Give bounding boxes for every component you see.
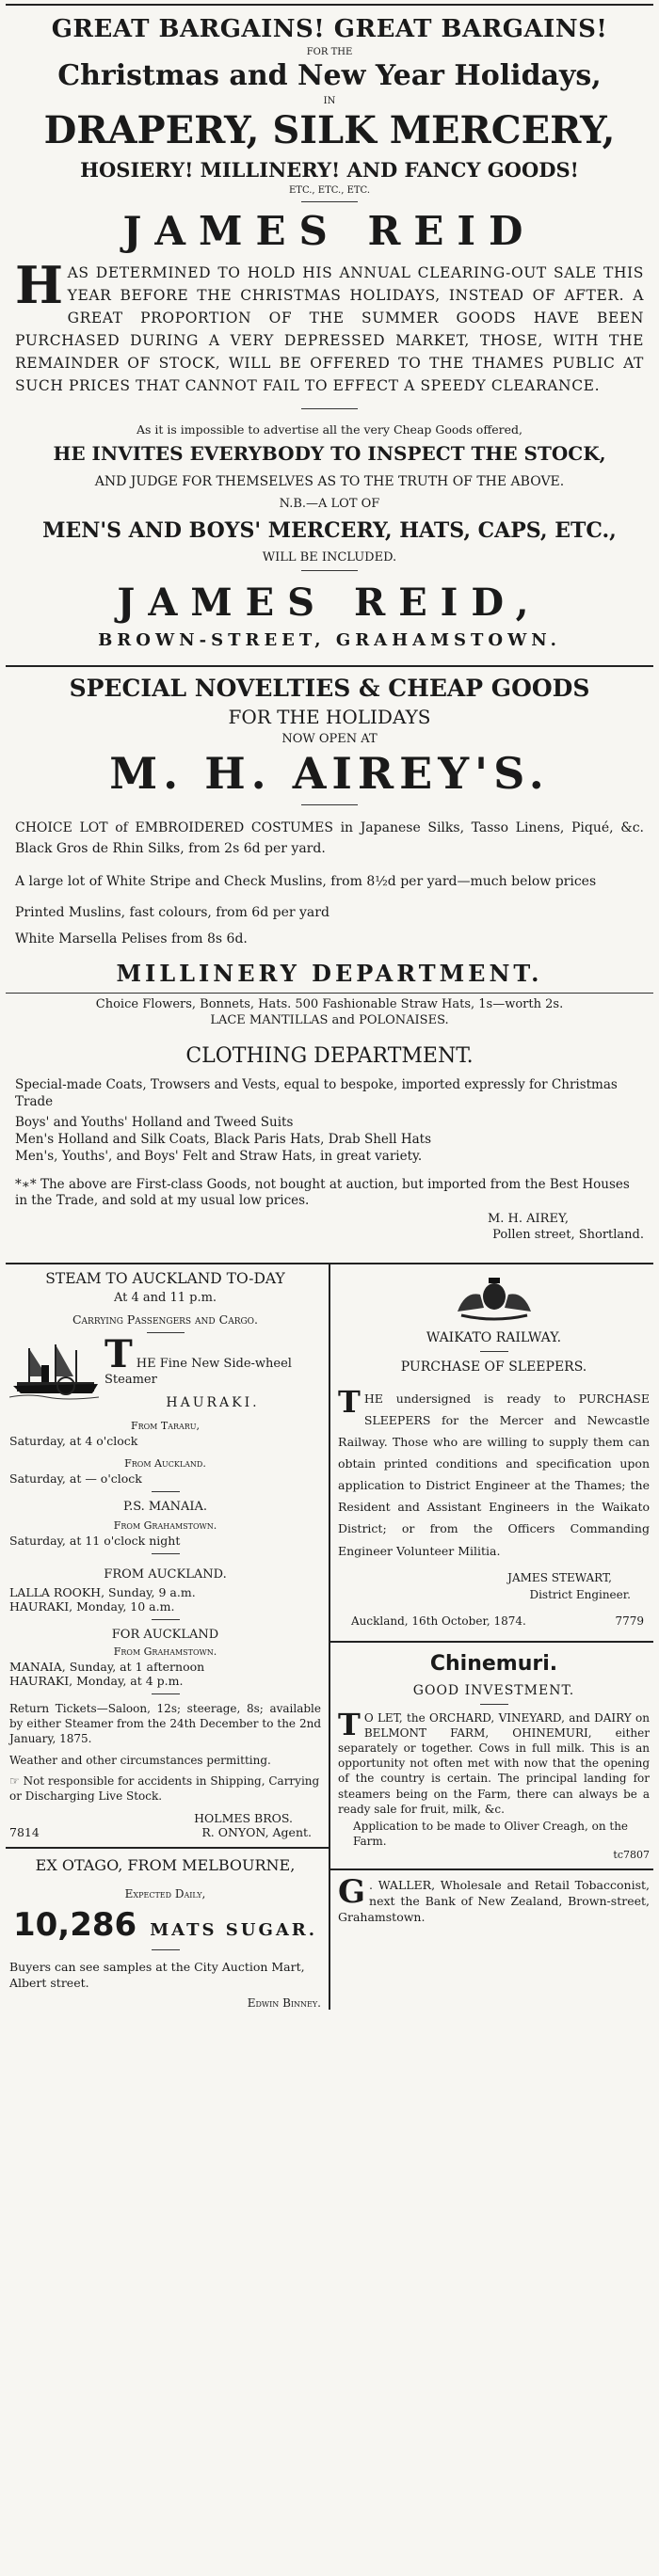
chinemuri-body [338, 1706, 650, 1817]
in-label: IN [323, 96, 336, 106]
onyon-agent: R. ONYON, Agent. [201, 1825, 312, 1840]
reid-body-text: AS DETERMINED TO HOLD HIS ANNUAL CLEARING-OUT SALE THIS YEAR BEFORE THE CHRISTMAS HOLIDAYS, INSTEAD OF AFTER. A GREAT PROPORTION OF THE SUMMER GOODS HAVE BEEN PURCHASED DURING A VERY DEPRESSED MARKET, THOSE, WITH THE REMAINDER OF STOCK, WILL BE OFFERED TO THE THAMES PUBLIC AT SUCH PRICES THAT CANNOT FAIL TO EFFECT A SPEEDY CLEARANCE. [15, 264, 644, 395]
sugar-quantity: 10,286 [12, 1906, 137, 1945]
airey-item-costumes: CHOICE LOT of EMBROIDERED COSTUMES in Japanese Silks, Tasso Linens, Piqué, &c. Black Gros de Rhin Silks, from 2s 6d per yard. [15, 820, 644, 856]
steam-title: STEAM TO AUCKLAND TO-DAY [45, 1269, 285, 1287]
divider [152, 1693, 180, 1694]
waikato-date: Auckland, 16th October, 1874. [351, 1614, 526, 1628]
not-responsible: ☞ Not responsible for accidents in Shipping, Carrying or Discharging Live Stock. [9, 1774, 320, 1803]
auckland-time: Saturday, at — o'clock [9, 1471, 142, 1487]
etc-line: ETC., ETC., ETC. [288, 185, 371, 196]
mens-mercery-line: MEN'S AND BOYS' MERCERY, HATS, CAPS, ETC., [42, 518, 617, 544]
mats-sugar: MATS SUGAR. [150, 1920, 318, 1941]
newspaper-page [0, 4, 659, 2576]
steam-times: At 4 and 11 p.m. [113, 1290, 217, 1305]
otago-buyers: Buyers can see samples at the City Auction Mart, Albert street. [9, 1960, 305, 1990]
millinery-line-1: Choice Flowers, Bonnets, Hats. 500 Fashionable Straw Hats, 1s—worth 2s. [95, 997, 564, 1012]
for-auckland: FOR AUCKLAND [111, 1628, 219, 1643]
waikato-signature: JAMES STEWART, [507, 1570, 612, 1584]
waikato-number: 7779 [615, 1614, 644, 1628]
lalla-rookh: LALLA ROOKH, Sunday, 9 a.m. [9, 1585, 196, 1600]
divider [301, 408, 358, 409]
divider [152, 1553, 180, 1554]
hauraki-name: HAURAKI. [166, 1395, 260, 1411]
return-tickets: Return Tickets—Saloon, 12s; steerage, 8s; available by either Steamer from the 24th December to the 2nd January, 1875. [9, 1702, 321, 1745]
divider [301, 201, 358, 202]
grahamstown-time: Saturday, at 11 o'clock night [9, 1534, 181, 1549]
chinemuri-dropcap: T [338, 1706, 361, 1742]
weather-note: Weather and other circumstances permitting. [9, 1754, 271, 1768]
now-open-at: NOW OPEN AT [281, 732, 378, 747]
divider [301, 804, 358, 805]
left-column [6, 1264, 329, 2010]
clothing-line-2: Boys' and Youths' Holland and Tweed Suits [15, 1114, 294, 1130]
waikato-purchase: PURCHASE OF SLEEPERS. [400, 1359, 587, 1375]
special-novelties-heading: SPECIAL NOVELTIES & CHEAP GOODS [69, 675, 590, 703]
manaia-name: P.S. MANAIA. [122, 1500, 208, 1515]
tararu-time: Saturday, at 4 o'clock [9, 1434, 138, 1449]
reid-address: BROWN-STREET, GRAHAMSTOWN. [98, 630, 561, 651]
hosiery-heading: HOSIERY! MILLINERY! AND FANCY GOODS! [80, 158, 579, 182]
reid-body [15, 255, 644, 397]
waikato-dropcap: T [338, 1383, 361, 1420]
airey-name: M. H. AIREY'S. [109, 748, 550, 800]
impossible-line: As it is impossible to advertise all the very Cheap Goods offered, [137, 422, 522, 437]
reid-advertisement [6, 6, 653, 665]
otago-quantity-line [9, 1906, 321, 1944]
nb-line: N.B.—A LOT OF [279, 497, 380, 512]
steam-carrying: Carrying Passengers and Cargo. [72, 1312, 259, 1327]
royal-crest-icon [452, 1274, 537, 1321]
waller-body-text: . WALLER, Wholesale and Retail Tobacconist, next the Bank of New Zealand, Brown-street, Grahamstown. [338, 1878, 650, 1925]
chinemuri-good-investment: GOOD INVESTMENT. [412, 1682, 575, 1698]
steam-ad-number: 7814 [9, 1825, 40, 1840]
agent-line [9, 1825, 321, 1847]
waikato-body [338, 1383, 650, 1562]
waller-dropcap: G [338, 1873, 366, 1912]
airey-item-printed: Printed Muslins, fast colours, from 6d per yard [15, 905, 330, 921]
divider [480, 1351, 508, 1352]
divider [147, 1332, 185, 1333]
divider [152, 1491, 180, 1492]
holmes-bros: HOLMES BROS. [194, 1811, 293, 1826]
james-reid-name: JAMES REID [122, 208, 537, 254]
waller-ad [338, 1870, 650, 1926]
airey-address: Pollen street, Shortland. [492, 1227, 644, 1242]
reid-signature: JAMES REID, [117, 580, 542, 626]
holidays-heading: Christmas and New Year Holidays, [57, 59, 602, 92]
hauraki-monday: HAURAKI, Monday, 10 a.m. [9, 1599, 175, 1614]
drapery-heading: DRAPERY, SILK MERCERY, [43, 108, 616, 152]
invites-line: HE INVITES EVERYBODY TO INSPECT THE STOCK, [53, 442, 606, 466]
steamship-icon [9, 1339, 99, 1405]
clothing-line-4: Men's, Youths', and Boys' Felt and Straw Hats, in great variety. [15, 1148, 423, 1164]
chinemuri-apply: Application to be made to Oliver Creagh, on the Farm. [353, 1819, 629, 1849]
divider [152, 1949, 180, 1950]
otago-expected: Expected Daily, [124, 1887, 206, 1901]
clothing-heading: CLOTHING DEPARTMENT. [185, 1044, 474, 1069]
millinery-heading: MILLINERY DEPARTMENT. [116, 960, 543, 988]
airey-note: *∗* The above are First-class Goods, not bought at auction, but imported from the Best Houses in the Trade, and sold at my usual low prices. [15, 1176, 630, 1209]
waikato-date-line [338, 1614, 650, 1628]
judge-line: AND JUDGE FOR THEMSELVES AS TO THE TRUTH OF THE ABOVE. [94, 474, 565, 490]
from-grahamstown: From Grahamstown. [113, 1519, 217, 1533]
clothing-line-3: Men's Holland and Silk Coats, Black Paris Hats, Drab Shell Hats [15, 1131, 432, 1147]
divider [6, 993, 653, 994]
right-column [330, 1264, 653, 2010]
reid-dropcap: H [15, 255, 64, 315]
from-grahamstown-2: From Grahamstown. [113, 1646, 217, 1659]
waikato-body-text: HE undersigned is ready to PURCHASE SLEEPERS for the Mercer and Newcastle Railway. Those who are willing to supply them can obtain printed conditions and specification upon application to District Engineer at the Thames; the Resident and Assistant Engineers in the Waikato District; or from the Officers Commanding Engineer Volunteer Militia. [338, 1391, 650, 1558]
for-the: FOR THE [306, 47, 353, 57]
chinemuri-title: Chinemuri. [429, 1651, 558, 1676]
chinemuri-body-text: O LET, the ORCHARD, VINEYARD, and DAIRY on BELMONT FARM, OHINEMURI, either separately or together. Cows in full milk. This is an opportunity not often met with now that the opening of the country is certain. The principal landing for steamers being on the Farm, there can always be a ready sale for fruit, milk, &c. [338, 1710, 650, 1816]
divider [480, 1704, 508, 1705]
manaia-sunday: MANAIA, Sunday, at 1 afternoon [9, 1660, 205, 1675]
divider [301, 570, 358, 571]
divider [152, 1619, 180, 1620]
airey-advertisement [6, 667, 653, 1263]
great-bargains-heading: GREAT BARGAINS! GREAT BARGAINS! [51, 15, 608, 43]
fine-new-steamer: HE Fine New Side-wheel Steamer [104, 1356, 292, 1387]
from-auckland-2: FROM AUCKLAND. [104, 1567, 227, 1582]
waikato-sig-title: District Engineer. [529, 1587, 631, 1601]
millinery-line-2: LACE MANTILLAS and POLONAISES. [210, 1013, 449, 1028]
airey-item-muslins: A large lot of White Stripe and Check Muslins, from 8½d per yard—much below prices [15, 874, 597, 890]
included-line: WILL BE INCLUDED. [262, 550, 397, 565]
clothing-line-1: Special-made Coats, Trowsers and Vests, equal to bespoke, imported expressly for Christmas Trade [15, 1077, 618, 1110]
otago-ad [9, 1849, 321, 2010]
hauraki-monday-2: HAURAKI, Monday, at 4 p.m. [9, 1674, 184, 1689]
chinemuri-ad [338, 1643, 650, 1862]
waikato-title: WAIKATO RAILWAY. [426, 1329, 562, 1345]
two-column-section [6, 1264, 653, 2010]
airey-item-pelises: White Marsella Pelises from 8s 6d. [15, 931, 248, 947]
airey-signature: M. H. AIREY, [487, 1211, 569, 1226]
from-auckland: From Auckland. [124, 1457, 206, 1471]
otago-title: EX OTAGO, FROM MELBOURNE, [35, 1856, 296, 1875]
for-the-holidays: FOR THE HOLIDAYS [228, 706, 431, 729]
steam-dropcap: T [104, 1331, 133, 1376]
hauraki-block [9, 1331, 321, 1848]
chinemuri-number: tc7807 [613, 1849, 650, 1862]
otago-signature: Edwin Binney. [247, 1996, 321, 2010]
from-tararu: From Tararu, [130, 1420, 201, 1433]
